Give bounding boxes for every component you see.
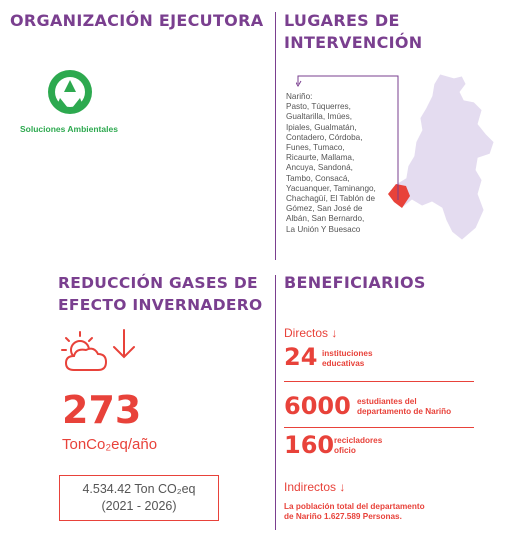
direct-desc-line2: educativas [322, 359, 365, 368]
indirect-desc-line1: La población total del departamento [284, 502, 425, 511]
emissions-heading [58, 272, 262, 316]
emissions-total: 4.534.42 Ton CO₂eq [82, 482, 196, 496]
cloud-sun-down-icon [56, 326, 136, 380]
beneficiaries-heading: BENEFICIARIOS [284, 273, 426, 292]
intervention-heading [284, 10, 423, 54]
place-line: Tambo, Consacá, [286, 173, 350, 183]
place-line: Nariño: [286, 92, 313, 101]
place-line: Ricaurte, Mallama, [286, 153, 355, 163]
direct-desc-line1: instituciones [322, 349, 373, 358]
place-line: Ancuya, Sandoná, [286, 163, 353, 173]
emissions-heading-line1: REDUCCIÓN GASES DE [58, 274, 258, 292]
divider-bottom [275, 275, 276, 530]
place-line: Funes, Tumaco, [286, 143, 345, 153]
place-line: Ipiales, Gualmatán, [286, 122, 357, 132]
emissions-total-box [59, 475, 219, 521]
direct-label: Directos ↓ [284, 326, 338, 340]
direct-desc-line2: departamento de Nariño [357, 407, 452, 416]
direct-number: 6000 [284, 392, 351, 420]
direct-desc-line1: recicladores [334, 436, 383, 445]
direct-desc [334, 436, 382, 456]
place-line: Gualtarilla, Imúes, [286, 112, 352, 122]
emissions-value: 273 [62, 388, 142, 432]
direct-desc [322, 349, 373, 369]
emissions-unit: TonCo₂eq/año [62, 436, 158, 453]
direct-number: 24 [284, 343, 318, 371]
emissions-heading-line2: EFECTO INVERNADERO [58, 296, 263, 314]
places-list [286, 92, 396, 235]
logo-icon [20, 68, 120, 118]
direct-number: 160 [284, 431, 335, 459]
intervention-heading-line2: INTERVENCIÓN [284, 33, 423, 52]
intervention-heading-line1: LUGARES DE [284, 11, 400, 30]
direct-desc-line1: estudiantes del [357, 397, 417, 406]
emissions-period: (2021 - 2026) [101, 499, 177, 513]
separator [284, 427, 474, 428]
place-line: Contadero, Córdoba, [286, 132, 363, 142]
divider-top [275, 12, 276, 260]
direct-desc [357, 397, 451, 417]
org-heading: ORGANIZACIÓN EJECUTORA [10, 11, 264, 30]
logo-text: Soluciones Ambientales [20, 124, 118, 134]
indirect-desc [284, 502, 425, 522]
place-line: Yacuanquer, Taminango, [286, 183, 376, 193]
separator [284, 381, 474, 382]
indirect-label: Indirectos ↓ [284, 480, 346, 494]
soluciones-ambientales-logo [20, 68, 120, 132]
place-line: La Unión Y Buesaco [286, 224, 361, 234]
place-line: Pasto, Túquerres, [286, 102, 351, 112]
indirect-desc-line2: de Nariño 1.627.589 Personas. [284, 512, 402, 521]
place-line: Albán, San Bernardo, [286, 214, 365, 224]
place-line: Chachagüí, El Tablón de [286, 194, 376, 204]
place-line: Gómez, San José de [286, 204, 363, 214]
direct-desc-line2: oficio [334, 446, 356, 455]
